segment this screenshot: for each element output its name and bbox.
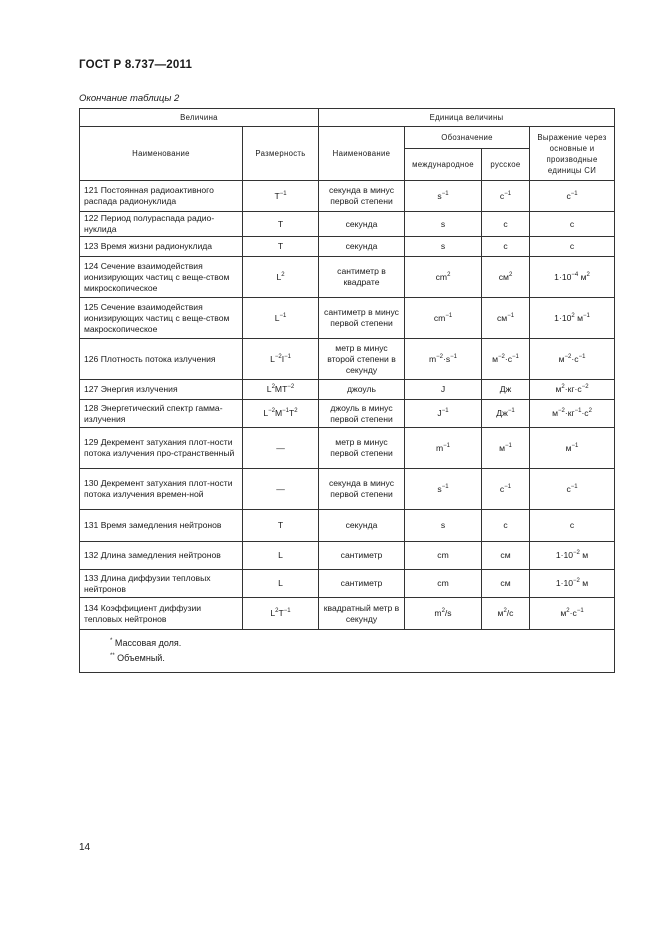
cell-si-expression: $1\cdot 10^{-2}$ м <box>530 570 615 598</box>
cell-unit-name: секунда в минус первой степени <box>319 469 405 510</box>
page-number: 14 <box>79 842 91 853</box>
cell-international: $cm^{-1}$ <box>405 298 482 339</box>
cell-unit-name: джоуль <box>319 380 405 400</box>
cell-russian: $Дж^{-1}$ <box>482 400 530 428</box>
table-row <box>80 469 615 510</box>
cell-quantity-name: 121 Постоянная радиоактивного распада радионуклида <box>80 181 243 212</box>
cell-international: $cm^2$ <box>405 257 482 298</box>
cell-si-expression: с <box>530 237 615 257</box>
cell-si-expression: $м^2\cdot кг\cdot с^{-2}$ <box>530 380 615 400</box>
cell-si-expression: $1\cdot 10^{-2}$ м <box>530 542 615 570</box>
cell-si-expression: с <box>530 510 615 542</box>
note-volume: ** Объемный. <box>110 653 165 663</box>
table-row <box>80 570 615 598</box>
cell-quantity-name: 134 Коэффициент диффузии тепловых нейтронов <box>80 598 243 630</box>
table-row <box>80 542 615 570</box>
cell-quantity-name: 132 Длина замедления нейтронов <box>80 542 243 570</box>
cell-dimension: $L^2MT^{-2}$ <box>243 380 319 400</box>
header-unit-name: Наименование <box>319 127 405 181</box>
cell-unit-name: метр в минус второй степени в секунду <box>319 339 405 380</box>
table-row <box>80 181 615 212</box>
cell-russian: $с^{-1}$ <box>482 469 530 510</box>
cell-international: $m^{-2}\cdot s^{-1}$ <box>405 339 482 380</box>
cell-dimension: $L^2$ <box>243 257 319 298</box>
cell-dimension: T <box>243 212 319 237</box>
cell-dimension: T <box>243 510 319 542</box>
table-caption: Окончание таблицы 2 <box>79 93 180 104</box>
cell-international: $s^{-1}$ <box>405 181 482 212</box>
units-table <box>79 108 615 673</box>
cell-unit-name: секунда в минус первой степени <box>319 181 405 212</box>
cell-si-expression: $м^2\cdot с^{-1}$ <box>530 598 615 630</box>
header-si-expression: Выражение через основные и производные единицы СИ <box>530 127 615 181</box>
table-row <box>80 212 615 237</box>
cell-si-expression: с <box>530 212 615 237</box>
cell-quantity-name: 133 Длина диффузии тепловых нейтронов <box>80 570 243 598</box>
cell-dimension: — <box>243 428 319 469</box>
table-row <box>80 598 615 630</box>
cell-dimension: $L^{-2}M^{-1}T^2$ <box>243 400 319 428</box>
cell-russian: $м^{-1}$ <box>482 428 530 469</box>
cell-si-expression: $с^{-1}$ <box>530 181 615 212</box>
note-mass-fraction: * Массовая доля. <box>110 638 182 648</box>
cell-unit-name: метр в минус первой степени <box>319 428 405 469</box>
cell-quantity-name: 130 Декремент затухания плот-ности потока излучения времен-ной <box>80 469 243 510</box>
cell-dimension: L <box>243 542 319 570</box>
cell-unit-name: сантиметр <box>319 542 405 570</box>
cell-si-expression: $с^{-1}$ <box>530 469 615 510</box>
table-row <box>80 400 615 428</box>
header-international: международное <box>405 149 482 181</box>
table-row <box>80 237 615 257</box>
cell-international: $m^{-1}$ <box>405 428 482 469</box>
cell-si-expression: $м^{-1}$ <box>530 428 615 469</box>
cell-international: cm <box>405 570 482 598</box>
cell-russian: $м^2/с$ <box>482 598 530 630</box>
cell-international: cm <box>405 542 482 570</box>
table-row <box>80 257 615 298</box>
cell-unit-name: квадратный метр в секунду <box>319 598 405 630</box>
cell-russian: $м^{-2}\cdot с^{-1}$ <box>482 339 530 380</box>
cell-dimension: $L^{-2}I^{-1}$ <box>243 339 319 380</box>
cell-dimension: $L^{-1}$ <box>243 298 319 339</box>
table-row <box>80 298 615 339</box>
cell-unit-name: секунда <box>319 237 405 257</box>
cell-russian: $с^{-1}$ <box>482 181 530 212</box>
cell-russian: $см^2$ <box>482 257 530 298</box>
cell-quantity-name: 125 Сечение взаимодействия ионизирующих частиц с веще-ством макроскопическое <box>80 298 243 339</box>
cell-international: $m^2/s$ <box>405 598 482 630</box>
cell-unit-name: секунда <box>319 212 405 237</box>
cell-quantity-name: 124 Сечение взаимодействия ионизирующих частиц с веще-ством микроскопическое <box>80 257 243 298</box>
cell-russian: с <box>482 510 530 542</box>
cell-unit-name: сантиметр в минус первой степени <box>319 298 405 339</box>
cell-russian: см <box>482 542 530 570</box>
cell-russian: с <box>482 237 530 257</box>
table-notes <box>80 630 615 673</box>
cell-dimension: $T^{-1}$ <box>243 181 319 212</box>
table-row <box>80 380 615 400</box>
header-russian: русское <box>482 149 530 181</box>
cell-international: $J^{-1}$ <box>405 400 482 428</box>
table-row <box>80 339 615 380</box>
cell-dimension: L <box>243 570 319 598</box>
cell-dimension: T <box>243 237 319 257</box>
cell-si-expression: $м^{-2}\cdot с^{-1}$ <box>530 339 615 380</box>
document-title: ГОСТ Р 8.737—2011 <box>79 59 193 71</box>
cell-international: J <box>405 380 482 400</box>
cell-russian: см <box>482 570 530 598</box>
table-row <box>80 510 615 542</box>
cell-quantity-name: 127 Энергия излучения <box>80 380 243 400</box>
cell-si-expression: $1\cdot 10^2$ $м^{-1}$ <box>530 298 615 339</box>
header-name: Наименование <box>80 127 243 181</box>
header-quantity: Величина <box>80 109 319 127</box>
cell-international: $s^{-1}$ <box>405 469 482 510</box>
cell-quantity-name: 128 Энергетический спектр гамма-излучения <box>80 400 243 428</box>
cell-international: s <box>405 510 482 542</box>
cell-dimension: $L^2T^{-1}$ <box>243 598 319 630</box>
cell-si-expression: $1\cdot 10^{-4}$ $м^2$ <box>530 257 615 298</box>
cell-quantity-name: 131 Время замедления нейтронов <box>80 510 243 542</box>
header-unit: Единица величины <box>319 109 615 127</box>
cell-unit-name: сантиметр в квадрате <box>319 257 405 298</box>
cell-quantity-name: 122 Период полураспада радио-нуклида <box>80 212 243 237</box>
header-designation: Обозначение <box>405 127 530 149</box>
cell-dimension: — <box>243 469 319 510</box>
cell-russian: Дж <box>482 380 530 400</box>
header-dimension: Размерность <box>243 127 319 181</box>
cell-unit-name: секунда <box>319 510 405 542</box>
cell-international: s <box>405 237 482 257</box>
cell-unit-name: джоуль в минус первой степени <box>319 400 405 428</box>
cell-si-expression: $м^{-2}\cdot кг^{-1}\cdot с^2$ <box>530 400 615 428</box>
cell-quantity-name: 123 Время жизни радионуклида <box>80 237 243 257</box>
table-row <box>80 428 615 469</box>
cell-unit-name: сантиметр <box>319 570 405 598</box>
cell-quantity-name: 126 Плотность потока излучения <box>80 339 243 380</box>
cell-russian: с <box>482 212 530 237</box>
cell-international: s <box>405 212 482 237</box>
cell-quantity-name: 129 Декремент затухания плот-ности потока излучения про-странственный <box>80 428 243 469</box>
cell-russian: $см^{-1}$ <box>482 298 530 339</box>
